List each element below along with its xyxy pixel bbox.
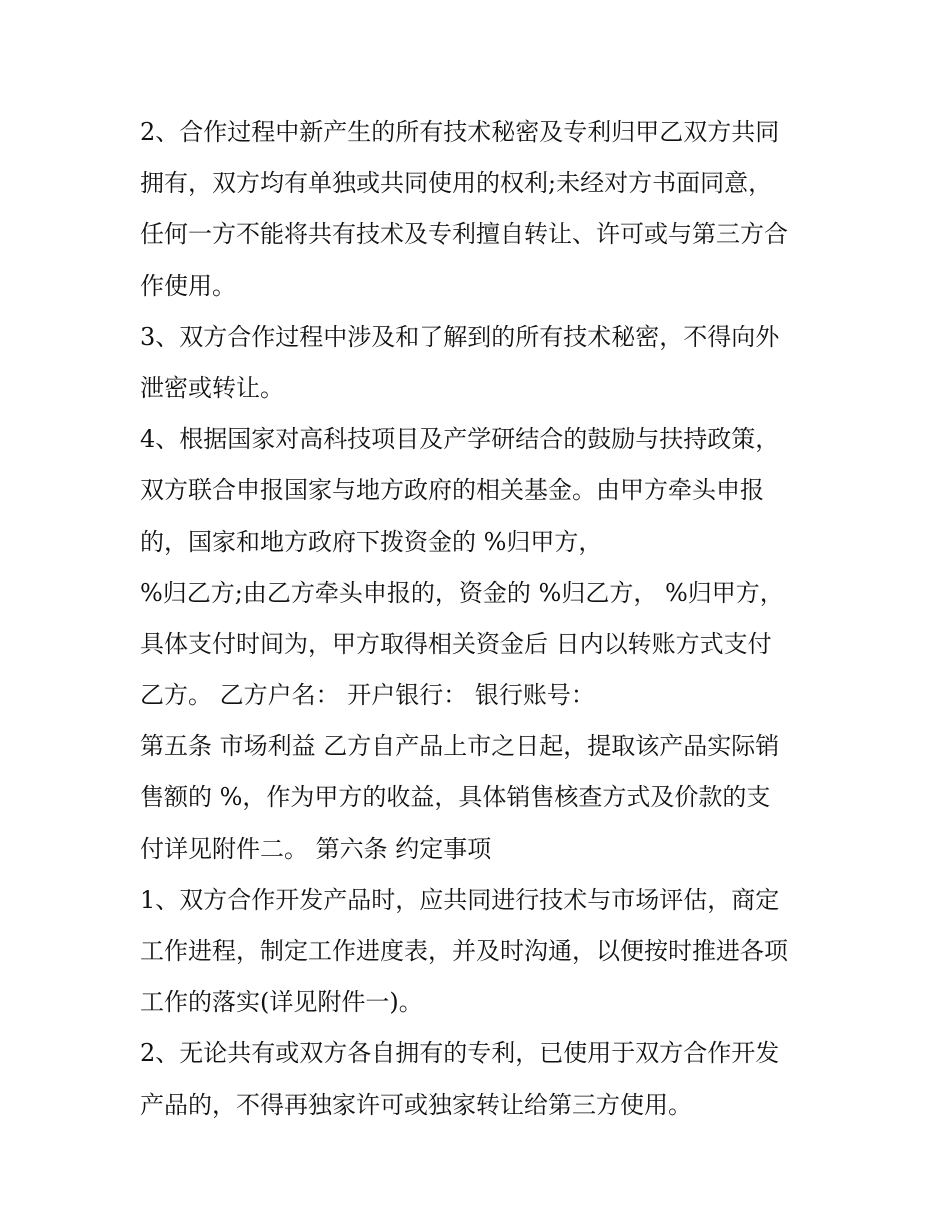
text-line: 作使用。 — [140, 271, 236, 300]
text-line: 工作的落实(详见附件一)。 — [140, 988, 423, 1017]
text-line: %归乙方;由乙方牵头申报的，资金的 %归乙方， %归甲方， — [140, 578, 784, 607]
text-line: 2、无论共有或双方各自拥有的专利，已使用于双方合作开发 — [140, 1039, 780, 1068]
text-line: 产品的，不得再独家许可或独家转让给第三方使用。 — [140, 1090, 692, 1119]
text-line: 的，国家和地方政府下拨资金的 %归甲方， — [140, 527, 603, 556]
text-line: 双方联合申报国家与地方政府的相关基金。由甲方牵头申报 — [140, 476, 764, 505]
document-body — [140, 107, 820, 1131]
text-line: 乙方。 乙方户名： 开户银行： 银行账号： — [140, 681, 595, 710]
text-line: 1、双方合作开发产品时，应共同进行技术与市场评估，商定 — [140, 885, 780, 914]
text-line: 4、根据国家对高科技项目及产学研结合的鼓励与扶持政策， — [140, 425, 780, 454]
text-line: 2、合作过程中新产生的所有技术秘密及专利归甲乙双方共同 — [140, 118, 780, 146]
text-line: 工作进程，制定工作进度表，并及时沟通，以便按时推进各项 — [140, 937, 788, 965]
text-line: 售额的 %，作为甲方的收益，具体销售核查方式及价款的支 — [140, 783, 771, 812]
text-line: 付详见附件二。 第六条 约定事项 — [140, 834, 492, 863]
text-line: 3、双方合作过程中涉及和了解到的所有技术秘密，不得向外 — [140, 322, 780, 351]
text-line: 泄密或转让。 — [140, 373, 284, 402]
text-line: 任何一方不能将共有技术及专利擅自转让、许可或与第三方合 — [140, 220, 788, 249]
text-line: 拥有，双方均有单独或共同使用的权利;未经对方书面同意， — [140, 169, 773, 198]
text-line: 第五条 市场利益 乙方自产品上市之日起，提取该产品实际销 — [140, 732, 780, 761]
text-line: 具体支付时间为，甲方取得相关资金后 日内以转账方式支付 — [140, 629, 772, 658]
